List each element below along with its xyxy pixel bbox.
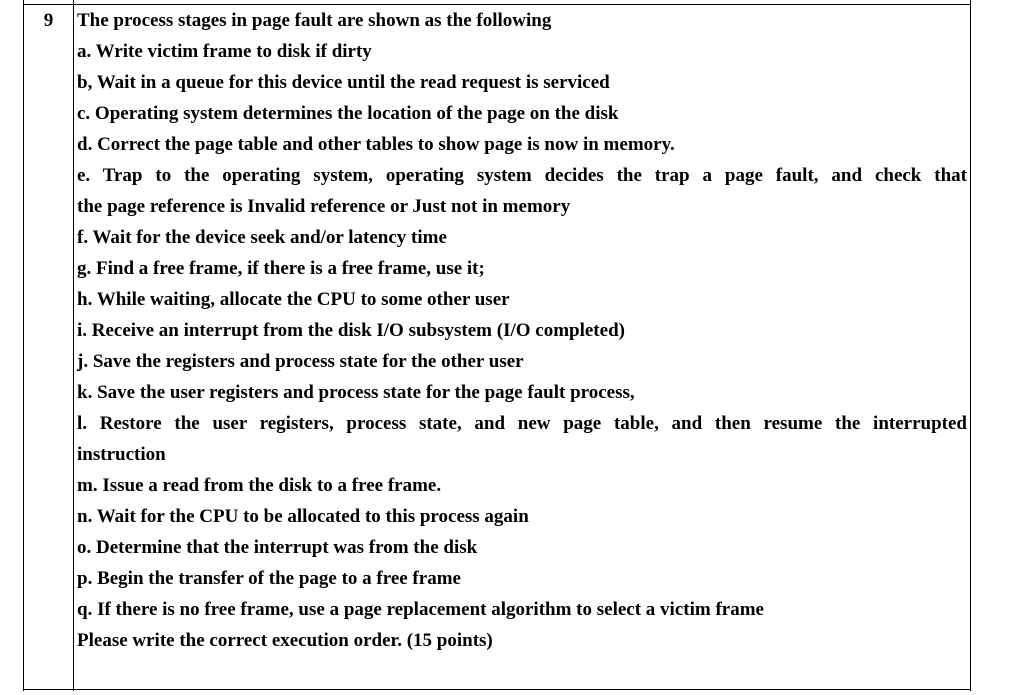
stage-j: j. Save the registers and process state for the other user — [77, 351, 524, 372]
question-prompt: Please write the correct execution order. (15 points) — [77, 630, 493, 651]
stage-g: g. Find a free frame, if there is a free frame, use it; — [77, 258, 485, 279]
table-bottom-border — [24, 689, 970, 690]
stage-h: h. While waiting, allocate the CPU to some other user — [77, 289, 510, 310]
stage-c: c. Operating system determines the location of the page on the disk — [77, 103, 619, 124]
stage-d: d. Correct the page table and other tables to show page is now in memory. — [77, 134, 675, 155]
stage-i: i. Receive an interrupt from the disk I/O subsystem (I/O completed) — [77, 320, 625, 341]
question-body — [77, 10, 967, 661]
stage-a: a. Write victim frame to disk if dirty — [77, 41, 372, 62]
stage-q: q. If there is no free frame, use a page replacement algorithm to select a victim frame — [77, 599, 764, 620]
stage-l-line-2: instruction — [77, 444, 166, 465]
stage-n: n. Wait for the CPU to be allocated to this process again — [77, 506, 529, 527]
stage-e-line-2: the page reference is Invalid reference or Just not in memory — [77, 196, 571, 217]
stage-p: p. Begin the transfer of the page to a free frame — [77, 568, 461, 589]
question-number: 9 — [43, 10, 54, 31]
table-top-border — [24, 4, 970, 5]
stage-f: f. Wait for the device seek and/or latency time — [77, 227, 447, 248]
table-column-divider — [73, 0, 74, 691]
stage-e-line-1: e. Trap to the operating system, operating system decides the trap a page fault, and check that — [77, 165, 967, 186]
question-table — [23, 0, 971, 691]
question-intro: The process stages in page fault are shown as the following — [77, 10, 552, 31]
stage-l-line-1: l. Restore the user registers, process state, and new page table, and then resume the interrupted — [77, 413, 967, 434]
stage-b: b, Wait in a queue for this device until the read request is serviced — [77, 72, 610, 93]
stage-k: k. Save the user registers and process state for the page fault process, — [77, 382, 635, 403]
stage-m: m. Issue a read from the disk to a free frame. — [77, 475, 442, 496]
stage-o: o. Determine that the interrupt was from the disk — [77, 537, 478, 558]
